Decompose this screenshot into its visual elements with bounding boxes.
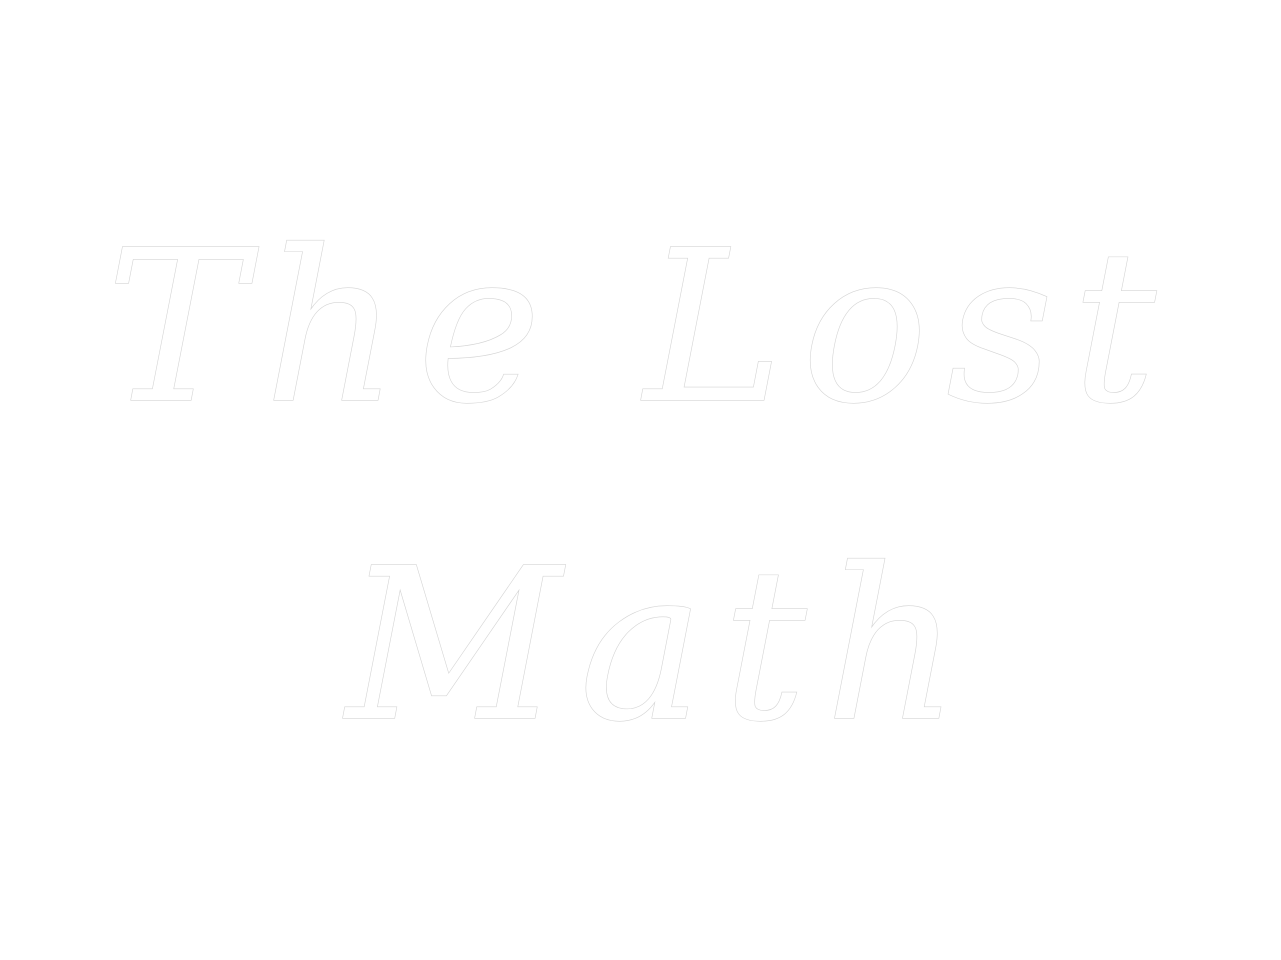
title-line-1: The Lost [105, 205, 1175, 450]
title-line-2: Math [346, 523, 978, 768]
